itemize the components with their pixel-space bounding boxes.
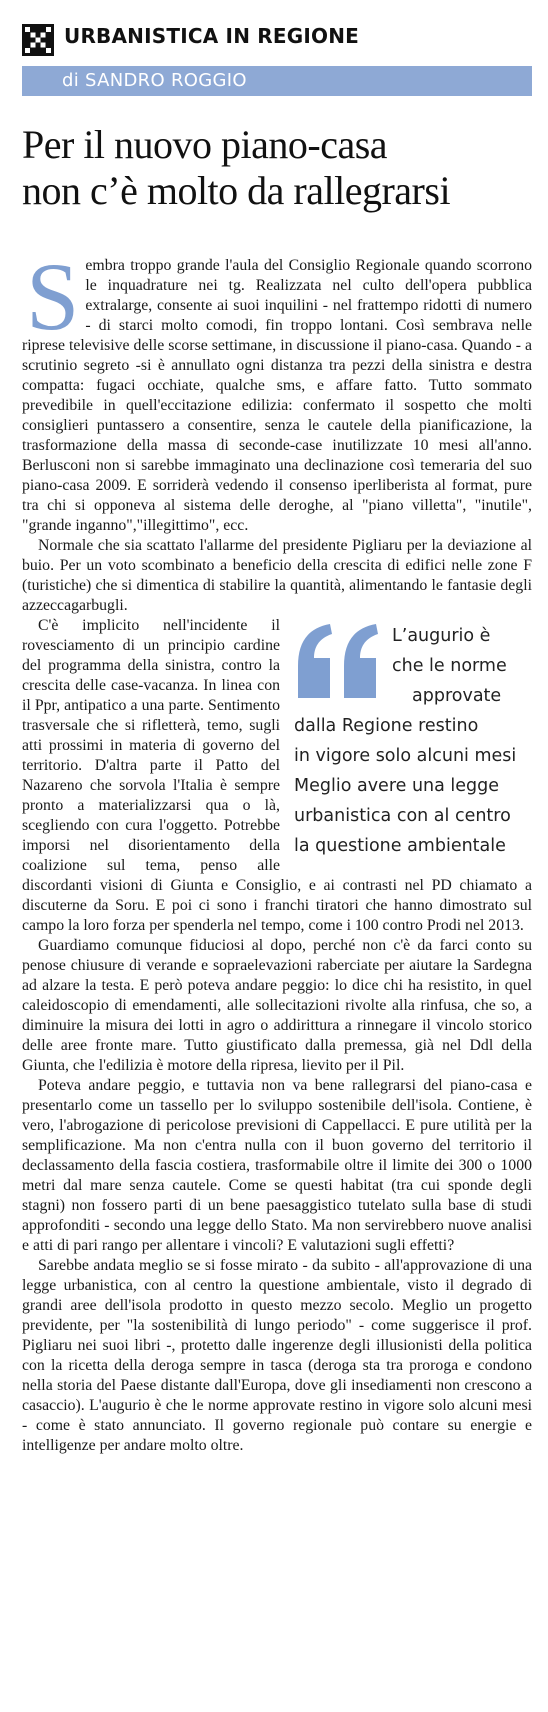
pull-quote-line-8: la questione ambientale (294, 836, 506, 856)
paragraph-3: C'è implicito nell'incidente il rovesciamento di un principio cardine del programma della sinistra, contro la crescita delle case-vacanza. In linea con il Ppr, antipatico a una parte. Sentimento trasversale che si rifletterà, temo, sugli atti prossimi in materia di governo del territorio. D'altra parte il Patto del Nazareno che sorvola l'Italia è sempre pronto a materializzarsi qua o là, scegliendo con cura l'oggetto. Potrebbe imporsi nel disorientamento della coalizione sul tema, penso alle discordanti visioni di Giunta e Consiglio, e ai contrasti nel PD chiamato a discuterne da Soru. E poi ci sono i franchi tiratori che hanno dimostrato sul campo la loro forza per spenderla nel tempo, come i 100 contro Prodi nel 2013. (22, 617, 532, 934)
pull-quote-line-5: in vigore solo alcuni mesi (294, 746, 517, 766)
paragraph-4: Guardiamo comunque fiduciosi al dopo, perché non c'è da farci conto su penose chiusure di verande e sopraelevazioni raberciate per aiutare la Sardegna ad alzare la testa. E però poteva andare peggio: lo dice chi ha resistito, in quel caleidoscopio di emendamenti, alle sollecitazioni rivolte alla rinfusa, che so, a diminuire la misura dei lotti in agro o addirittura a rinnegare il vincolo storico delle aree fronte mare. Tutto giustificato dalla premessa, già nel Ddl della Giunta, che l'edilizia è motore della ripresa, lievito per il Pil. (22, 937, 532, 1074)
paragraph-1: embra troppo grande l'aula del Consiglio Regionale quando scorrono le inquadrature nei tg. Realizzata nel culto dell'opera pubblica extralarge, consente ai suoi inquilini - nel frattempo ridotti di numero - di starci molto comodi, fin troppo lontani. Così sembrava nelle riprese televisive delle scorse settimane, in discussione il piano-casa. Quando - a scrutinio segreto -si è annullato ogni distanza tra pezzi della sinistra e destra compatta: fugaci occhiate, qualche sms, e affare fatto. Tutto sommato prevedibile in quell'eccitazione edilizia: confermato il sospetto che molti consiglieri puntassero a consentire, senza le cautele della pianificazione, la trasformazione della massa di seconde-case inutilizzate 10 mesi all'anno. Berlusconi non si sarebbe immaginato una declinazione così temeraria del suo piano-casa 2009. E sorriderà vedendo il consenso iperliberista al format, pure tra chi si opponeva al sistema delle deroghe, al "piano villetta", "inutile", "grande inganno","illegittimo", ecc. (22, 257, 532, 534)
section-title: URBANISTICA IN REGIONE (64, 24, 360, 48)
quotation-mark-icon (294, 622, 382, 702)
pull-quote-line-4: dalla Regione restino (294, 716, 479, 736)
pull-quote (294, 620, 532, 866)
pull-quote-line-2: che le norme (392, 656, 507, 676)
pull-quote-line-1: L’augurio è (392, 626, 491, 646)
drop-cap: S (26, 243, 80, 350)
section-logo-icon (22, 24, 54, 56)
pull-quote-line-3: approvate (412, 686, 502, 706)
article-headline (22, 122, 532, 214)
paragraph-6: Sarebbe andata meglio se si fosse mirato - da subito - all'approvazione di una legge urbanistica, con al centro la questione ambientale, visto il degrado di grandi aree dell'isola prodotto in questo mezzo secolo. Meglio un progetto previdente, per "la sostenibilità di lungo periodo" - come suggerisce il prof. Pigliaru nei suoi libri -, protetto dalle ingerenze degli illusionisti della politica con la ricetta della deroga sempre in tasca (deroga sta tra proroga e condono nella storia del Paese distante dall'Europa, dove gli insediamenti non crescono a casaccio). L'augurio è che le norme approvate restino in vigore solo alcuni mesi - come è stato annunciato. Il governo regionale può contare su energie e intelligenze per andare molto oltre. (22, 1257, 532, 1454)
pull-quote-line-7: urbanistica con al centro (294, 806, 511, 826)
byline-bar (22, 66, 532, 96)
section-header (22, 22, 532, 62)
pull-quote-line-6: Meglio avere una legge (294, 776, 500, 796)
article-body (22, 243, 532, 1456)
paragraph-2: Normale che sia scattato l'allarme del presidente Pigliaru per la deviazione al buio. Per un voto scombinato a beneficio della crescita di edifici nelle zone F (turistiche) che si dimentica di stabilire la quantità, alimentando le fantasie degli azzeccagarbugli. (22, 537, 532, 614)
headline-line-2: non c’è molto da rallegrarsi (22, 168, 451, 213)
paragraph-5: Poteva andare peggio, e tuttavia non va bene rallegrarsi del piano-casa e presentarlo come un tassello per lo sviluppo sostenibile dell'isola. Contiene, è vero, l'abrogazione di pericolose previsioni di Cappellacci. E pure utilità per la semplificazione. Ma non c'entra nulla con il buon governo del territorio il declassamento della fascia costiera, trasformabile oltre il limite dei 300 o 1000 metri dal mare senza cautele. Come se questi habitat (tra cui sponde degli stagni) non fossero parti di un bene paesaggistico tutelato sulla base di studi approfonditi - secondo una legge dello Stato. Ma non servirebbero nuove analisi e atti di pari rango per allentare i vincoli? E valutazioni sugli effetti? (22, 1077, 532, 1254)
author-byline: di SANDRO ROGGIO (62, 70, 247, 91)
headline-line-1: Per il nuovo piano-casa (22, 122, 388, 167)
